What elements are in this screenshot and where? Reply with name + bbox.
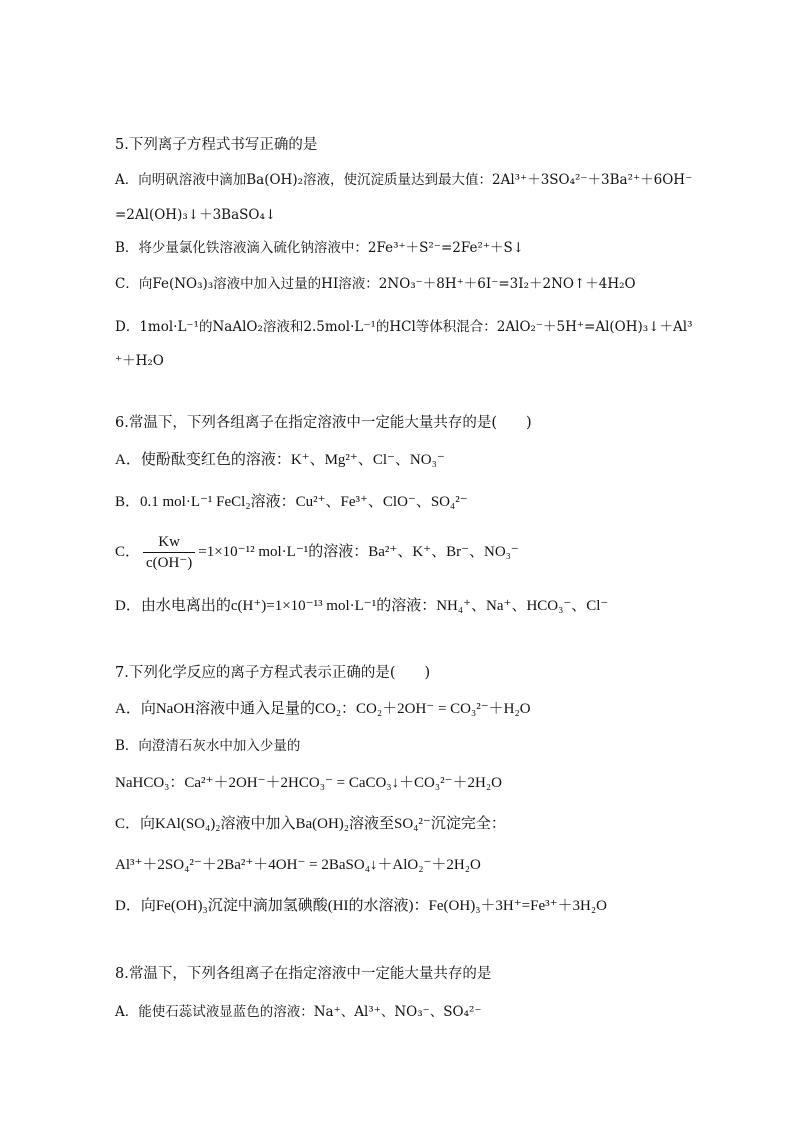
fraction-numerator: Kw [143,533,195,553]
question-6-option-c-prefix: C． [115,543,141,560]
question-7-option-c-line1: C．向KAl(SO₄)₂溶液中加入Ba(OH)₂溶液至SO₄²⁻沉淀完全： [115,816,506,832]
kw-fraction [143,533,195,572]
question-7-option-a: A．向NaOH溶液中通入足量的CO₂：CO₂＋2OH⁻ = CO₃²⁻＋H₂O [115,701,531,717]
question-6-option-a: A．使酚酞变红色的溶液：K⁺、Mg²⁺、Cl⁻、NO₃⁻ [115,452,445,468]
question-5-option-a-line2: =2Al(OH)₃↓＋3BaSO₄↓ [115,207,277,223]
question-5-option-d-line1: D．1mol·L⁻¹的NaAlO₂溶液和2.5mol·L⁻¹的HCl等体积混合：2AlO₂⁻＋5H⁺=Al(OH)₃↓＋Al³ [115,319,693,335]
question-6-option-c-rest: =1×10⁻¹² mol·L⁻¹的溶液：Ba²⁺、K⁺、Br⁻、NO₃⁻ [198,543,519,560]
question-5-option-a-line1: A．向明矾溶液中滴加Ba(OH)₂溶液，使沉淀质量达到最大值：2Al³⁺＋3SO₄²⁻＋3Ba²⁺＋6OH⁻ [115,172,693,188]
question-7-option-b-line1: B．向澄清石灰水中加入少量的 [115,738,301,754]
question-8-title: 8.常温下，下列各组离子在指定溶液中一定能大量共存的是 [115,966,492,982]
question-7-option-c-line2: Al³⁺＋2SO₄²⁻＋2Ba²⁺＋4OH⁻ = 2BaSO₄↓＋AlO₂⁻＋2H₂O [115,857,481,873]
question-5-option-b: B．将少量氯化铁溶液滴入硫化钠溶液中：2Fe³⁺＋S²⁻=2Fe²⁺＋S↓ [115,240,525,256]
question-7-option-d: D．向Fe(OH)₃沉淀中滴加氢碘酸(HI的水溶液)：Fe(OH)₃＋3H⁺=Fe³⁺＋3H₂O [115,898,607,914]
question-6-title: 6.常温下，下列各组离子在指定溶液中一定能大量共存的是( ) [115,415,532,431]
question-8-option-a: A．能使石蕊试液显蓝色的溶液：Na⁺、Al³⁺、NO₃⁻、SO₄²⁻ [115,1004,482,1020]
question-7-title: 7.下列化学反应的离子方程式表示正确的是( ) [115,665,431,681]
question-5-option-d-line2: ⁺＋H₂O [115,353,164,369]
question-6-option-d: D．由水电离出的c(H⁺)=1×10⁻¹³ mol·L⁻¹的溶液：NH₄⁺、Na⁺、HCO₃⁻、Cl⁻ [115,598,609,614]
question-6-option-c [115,533,519,572]
fraction-denominator: c(OH⁻) [146,555,193,571]
question-6-option-b: B．0.1 mol·L⁻¹ FeCl₂溶液：Cu²⁺、Fe³⁺、ClO⁻、SO₄²⁻ [115,494,468,510]
question-5-title: 5.下列离子方程式书写正确的是 [115,137,318,153]
question-5-option-c: C．向Fe(NO₃)₃溶液中加入过量的HI溶液：2NO₃⁻＋8H⁺＋6I⁻=3I₂＋2NO↑＋4H₂O [115,276,636,292]
question-7-option-b-line2: NaHCO₃：Ca²⁺＋2OH⁻＋2HCO₃⁻ = CaCO₃↓＋CO₃²⁻＋2H₂O [115,775,502,791]
